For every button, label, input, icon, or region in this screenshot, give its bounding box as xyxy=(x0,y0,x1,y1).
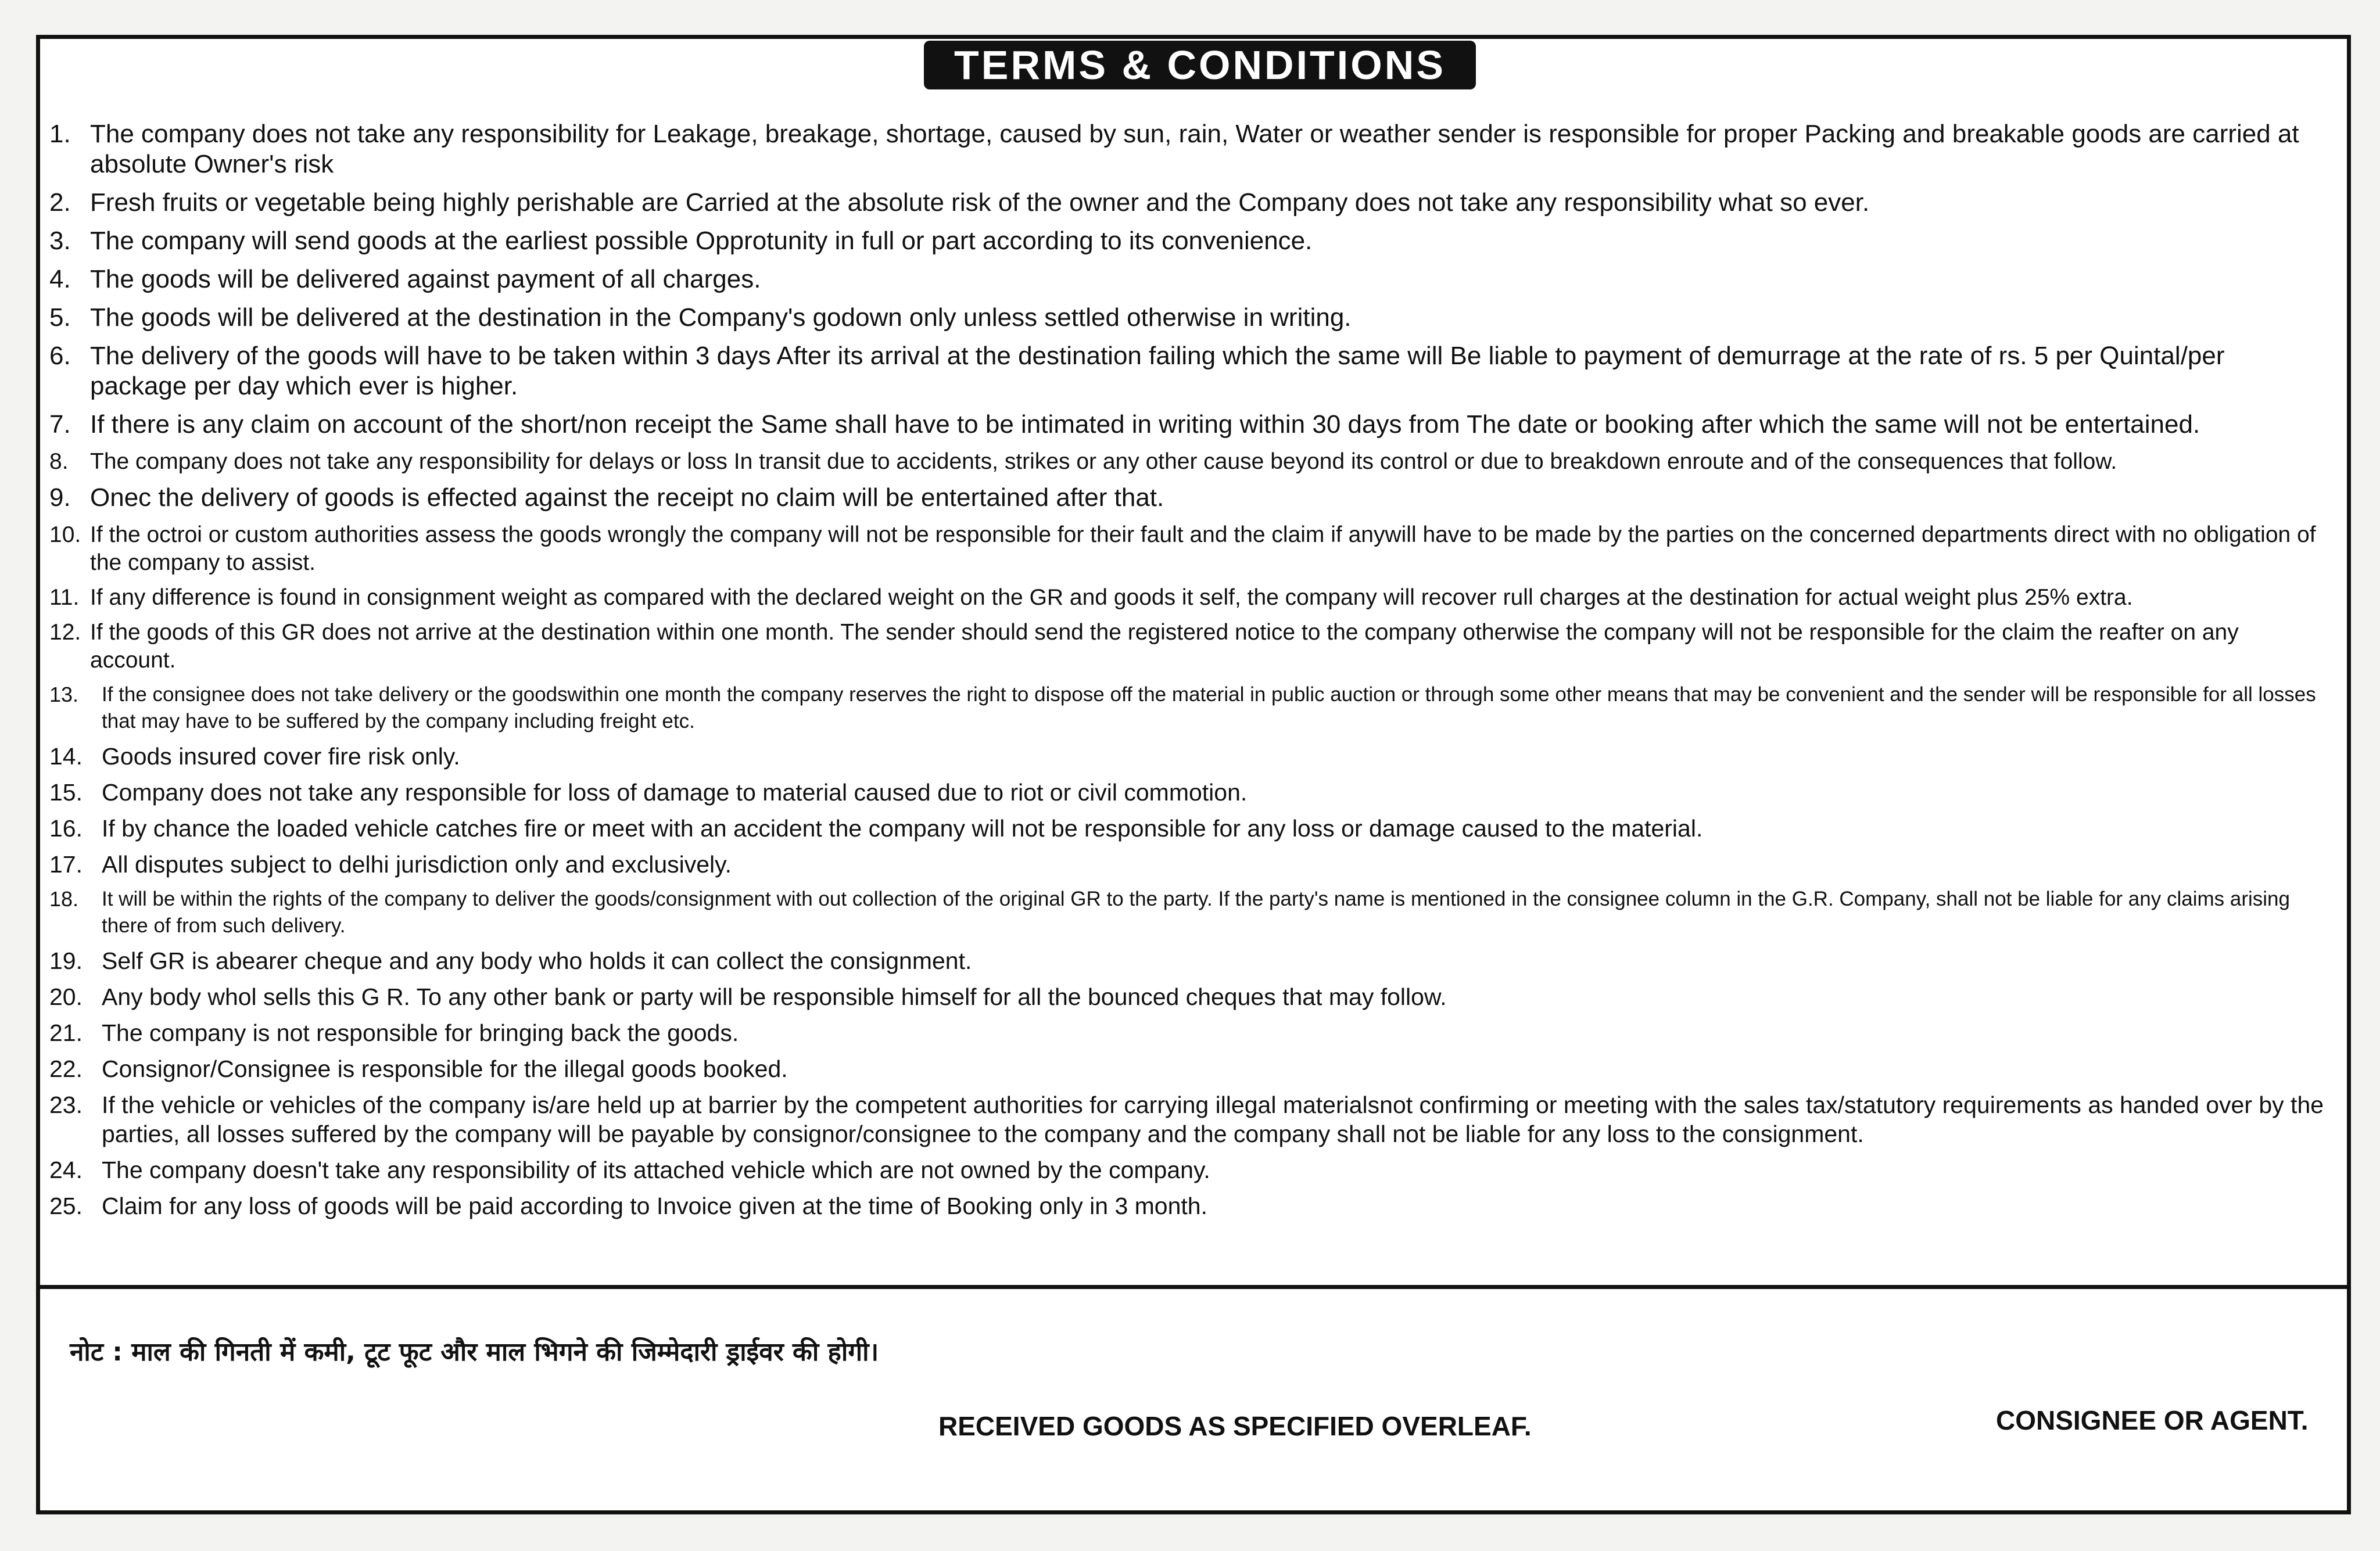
term-item xyxy=(49,778,2350,807)
term-text: If the consignee does not take delivery or the goodswithin one month the company reserves the right to dispose off the material in public auction or through some other means that may be convenient and the sender will be responsible for all losses that may have to be suffered by the company including freight etc. xyxy=(102,683,2316,733)
term-item xyxy=(49,341,2350,401)
term-text: Goods insured cover fire risk only. xyxy=(102,743,460,770)
term-text: The company is not responsible for bringing back the goods. xyxy=(102,1019,739,1046)
term-text: The company does not take any responsibility for Leakage, breakage, shortage, caused by sun, rain, Water or weather sender is responsible for proper Packing and breakable goods are carried at absolute Owner's risk xyxy=(90,120,2299,178)
term-item xyxy=(49,1054,2350,1083)
term-text: It will be within the rights of the company to deliver the goods/consignment with out collection of the original GR to the party. If the party's name is mentioned in the consignee column in the G.R. Company, shall not be liable for any claims arising there of from such delivery. xyxy=(102,888,2290,937)
term-item xyxy=(49,886,2350,939)
term-text: Consignor/Consignee is responsible for the illegal goods booked. xyxy=(102,1055,788,1082)
term-item xyxy=(49,1191,2350,1220)
term-item xyxy=(49,264,2350,295)
term-text: If any difference is found in consignment weight as compared with the declared weight on the GR and goods it self, the company will recover rull charges at the destination for actual weight plus 25% extra. xyxy=(90,585,2133,610)
term-item xyxy=(49,982,2350,1011)
term-text: The goods will be delivered at the destination in the Company's godown only unless settled otherwise in writing. xyxy=(90,303,1352,332)
term-text: Company does not take any responsible for loss of damage to material caused due to riot or civil commotion. xyxy=(102,779,1248,806)
term-text: Claim for any loss of goods will be paid according to Invoice given at the time of Booking only in 3 month. xyxy=(102,1193,1207,1219)
term-item xyxy=(49,410,2350,440)
term-item xyxy=(49,521,2350,577)
term-item xyxy=(49,584,2350,612)
term-text: The goods will be delivered against payment of all charges. xyxy=(90,265,761,293)
term-text: If the goods of this GR does not arrive at the destination within one month. The sender should send the registered notice to the company otherwise the company will not be responsible for the claim the reafter on any account. xyxy=(90,620,2239,673)
consignee-agent-label: CONSIGNEE OR AGENT. xyxy=(1996,1405,2309,1435)
term-number: 2. xyxy=(49,188,71,217)
term-item xyxy=(49,188,2350,218)
term-text: Fresh fruits or vegetable being highly perishable are Carried at the absolute risk of the owner and the Company does not take any responsibility what so ever. xyxy=(90,188,1870,217)
term-number: 14. xyxy=(49,743,83,770)
term-number: 22. xyxy=(49,1055,83,1082)
page-title: TERMS & CONDITIONS xyxy=(924,41,1476,89)
term-text: If the vehicle or vehicles of the company is/are held up at barrier by the competent authorities for carrying illegal materialsnot confirming or meeting with the sales tax/statutory requirements as handed over by the parties, all losses suffered by the company will be payable by consignor/consignee to the company and the company shall not be liable for any loss to the consignment. xyxy=(102,1092,2324,1147)
term-text: Any body whol sells this G R. To any other bank or party will be responsible himself for all the bounced cheques that may follow. xyxy=(102,983,1447,1010)
term-number: 20. xyxy=(49,983,83,1010)
term-item xyxy=(49,1090,2350,1148)
term-number: 5. xyxy=(49,303,71,332)
hindi-note: नोट : माल की गिनती में कमी, टूट फूट और माल भिगने की जिम्मेदारी ड्राईवर की होगी। xyxy=(70,1337,879,1367)
term-number: 1. xyxy=(49,120,71,148)
term-text: If the octroi or custom authorities assess the goods wrongly the company will not be responsible for their fault and the claim if anywill have to be made by the parties on the concerned departments direct with no obligation of the company to assist. xyxy=(90,522,2316,575)
term-number: 12. xyxy=(49,620,81,645)
term-item xyxy=(49,303,2350,333)
term-number: 7. xyxy=(49,410,71,439)
term-item xyxy=(49,814,2350,843)
term-number: 15. xyxy=(49,779,83,806)
term-number: 25. xyxy=(49,1193,83,1219)
term-item xyxy=(49,1018,2350,1047)
term-number: 23. xyxy=(49,1092,83,1118)
term-text: The company will send goods at the earliest possible Opprotunity in full or part according to its convenience. xyxy=(90,227,1313,255)
term-number: 17. xyxy=(49,851,83,878)
term-item xyxy=(49,619,2350,674)
term-item xyxy=(49,226,2350,256)
term-number: 19. xyxy=(49,947,83,974)
term-item xyxy=(49,119,2350,179)
term-item xyxy=(49,448,2350,476)
term-number: 8. xyxy=(49,449,69,474)
term-number: 9. xyxy=(49,483,71,512)
term-item xyxy=(49,681,2350,735)
term-item xyxy=(49,742,2350,771)
received-goods-label: RECEIVED GOODS AS SPECIFIED OVERLEAF. xyxy=(938,1411,1532,1441)
term-text: The delivery of the goods will have to be taken within 3 days After its arrival at the destination failing which the same will Be liable to payment of demurrage at the rate of rs. 5 per Quintal/per package per day which ever is higher. xyxy=(90,342,2225,400)
term-item xyxy=(49,1155,2350,1184)
term-text: The company doesn't take any responsibility of its attached vehicle which are not owned by the company. xyxy=(102,1157,1210,1183)
term-number: 10. xyxy=(49,522,81,547)
term-text: If there is any claim on account of the short/non receipt the Same shall have to be intimated in writing within 30 days from The date or booking after which the same will not be entertained. xyxy=(90,410,2200,439)
term-text: All disputes subject to delhi jurisdiction only and exclusively. xyxy=(102,851,732,878)
term-text: Self GR is abearer cheque and any body who holds it can collect the consignment. xyxy=(102,947,972,974)
term-number: 11. xyxy=(49,585,80,610)
terms-list xyxy=(49,119,2350,1227)
term-number: 16. xyxy=(49,815,83,842)
term-text: Onec the delivery of goods is effected against the receipt no claim will be entertained after that. xyxy=(90,483,1164,512)
term-text: The company does not take any responsibility for delays or loss In transit due to accidents, strikes or any other cause beyond its control or due to breakdown enroute and of the consequences that follow. xyxy=(90,449,2117,474)
term-number: 13. xyxy=(49,683,79,706)
section-divider xyxy=(40,1285,2347,1289)
term-number: 21. xyxy=(49,1019,83,1046)
term-number: 18. xyxy=(49,887,79,911)
term-number: 24. xyxy=(49,1157,83,1183)
term-item xyxy=(49,850,2350,879)
term-number: 4. xyxy=(49,265,71,293)
term-item xyxy=(49,946,2350,975)
term-number: 3. xyxy=(49,227,71,255)
term-number: 6. xyxy=(49,342,71,370)
term-item xyxy=(49,483,2350,513)
term-text: If by chance the loaded vehicle catches fire or meet with an accident the company will not be responsible for any loss or damage caused to the material. xyxy=(102,815,1703,842)
